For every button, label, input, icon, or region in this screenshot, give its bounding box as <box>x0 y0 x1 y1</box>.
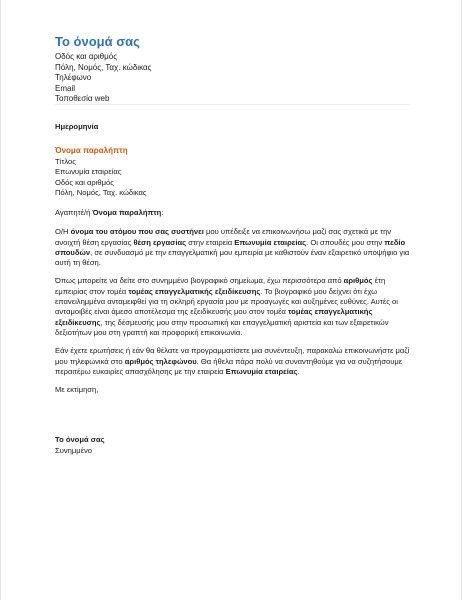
text-run: μου υπέδειξε να επικοινωνήσω μαζί σας σχετικά με την ανοιχτή θέση εργασίας <box>55 227 392 247</box>
phone-number-placeholder[interactable]: αριθμός τηλεφώνου <box>124 356 197 366</box>
recipient-company[interactable]: Επωνυμία εταιρείας <box>55 167 122 177</box>
recipient-block <box>55 146 410 199</box>
sender-block <box>55 34 407 105</box>
letter-body <box>55 122 410 456</box>
paragraph-experience[interactable] <box>55 276 410 338</box>
sender-email[interactable]: Email <box>55 83 76 93</box>
page-left-edge <box>0 0 1 600</box>
expertise-area-placeholder[interactable]: τομέας επαγγελματικής εξειδίκευσης <box>55 307 373 327</box>
text-run: Όπως μπορείτε να δείτε στο συνημμένο βιογραφικό σημείωμα, έχω περισσότερα από <box>55 276 344 286</box>
years-placeholder[interactable]: αριθμός <box>343 276 373 286</box>
referrer-name-placeholder[interactable]: όνομα του ατόμου που σας συστήνει <box>70 227 204 237</box>
text-run: έτη εμπειρίας στον τομέα <box>55 276 386 296</box>
sender-address[interactable]: Οδός και αριθμός <box>55 52 118 61</box>
enclosure-note[interactable]: Συνημμένο <box>55 445 93 455</box>
job-title-placeholder[interactable]: θέση εργασίας <box>133 237 187 247</box>
expertise-area-placeholder[interactable]: τομέας επαγγελματικής εξειδίκευσης <box>128 286 261 296</box>
salutation-suffix: : <box>161 207 164 217</box>
text-run: . Οι σπουδές μου στην <box>306 237 385 247</box>
company-name-placeholder[interactable]: Επωνυμία εταιρείας <box>225 366 298 376</box>
salutation-recipient-name[interactable]: Όνομα παραλήπτη <box>92 207 162 217</box>
closing[interactable]: Με εκτίμηση, <box>55 385 99 395</box>
field-of-study-placeholder[interactable]: πεδίο σπουδών <box>55 237 406 257</box>
text-run: , σε συνδυασμό με την επαγγελματική μου εμπειρία με καθιστούν έναν εξαιρετικό υποψήφιο για αυτή τη θέση. <box>55 247 410 268</box>
text-run: . Θα ήθελα πάρα πολύ να συναντηθούμε για να συζητήσουμε περαιτέρω ευκαιρίες απασχόλησης με την εταιρεία <box>55 356 403 376</box>
text-run: Ο/Η <box>55 227 71 237</box>
recipient-title[interactable]: Τίτλος <box>55 156 76 166</box>
salutation-prefix: Αγαπητέ/ή <box>55 207 93 217</box>
text-run: . Το βιογραφικό μου δείχνει ότι έχω επανειλημμένα ανταμειφθεί για τη σκληρή εργασία μου με προαγωγές και αυξημένες ευθύνες. Αυτές οι ανταμοιβές είναι άμεσο αποτέλεσμα της εξειδίκευσής μου στον τομέα <box>55 286 398 317</box>
sender-name[interactable]: Το όνομά σας <box>55 34 140 49</box>
text-run: . <box>297 366 300 376</box>
text-run: Εάν έχετε ερωτήσεις ή εάν θα θέλατε να προγραμματίσετε μια συνέντευξη, παρακαλώ επικοινωνήστε μαζί μου τηλεφωνικά στο <box>55 346 410 366</box>
text-run: , της δέσμευσής μου στην προσωπική και επαγγελματική αριστεία και των εξαιρετικών δεξιοτήτων μου στη γραπτή και προφορική επικοινωνία. <box>55 317 389 337</box>
salutation <box>55 208 410 218</box>
sender-phone[interactable]: Τηλέφωνο <box>55 73 92 83</box>
company-name-placeholder[interactable]: Επωνυμία εταιρείας <box>234 237 307 247</box>
text-run: στην εταιρεία <box>186 237 235 247</box>
paragraph-contact[interactable] <box>55 346 410 377</box>
date-field[interactable]: Ημερομηνία <box>55 122 99 131</box>
sender-website[interactable]: Τοποθεσία web <box>55 94 110 104</box>
sender-city[interactable]: Πόλη, Νομός, Ταχ. κώδικας <box>55 62 152 72</box>
signature-name[interactable]: Το όνομά σας <box>55 435 105 445</box>
recipient-city[interactable]: Πόλη, Νομός, Ταχ. κώδικας <box>55 188 147 198</box>
recipient-name[interactable]: Όνομα παραλήπτη <box>55 146 128 156</box>
header-divider <box>55 104 410 105</box>
paragraph-intro[interactable] <box>55 227 410 268</box>
recipient-address[interactable]: Οδός και αριθμός <box>55 177 114 187</box>
